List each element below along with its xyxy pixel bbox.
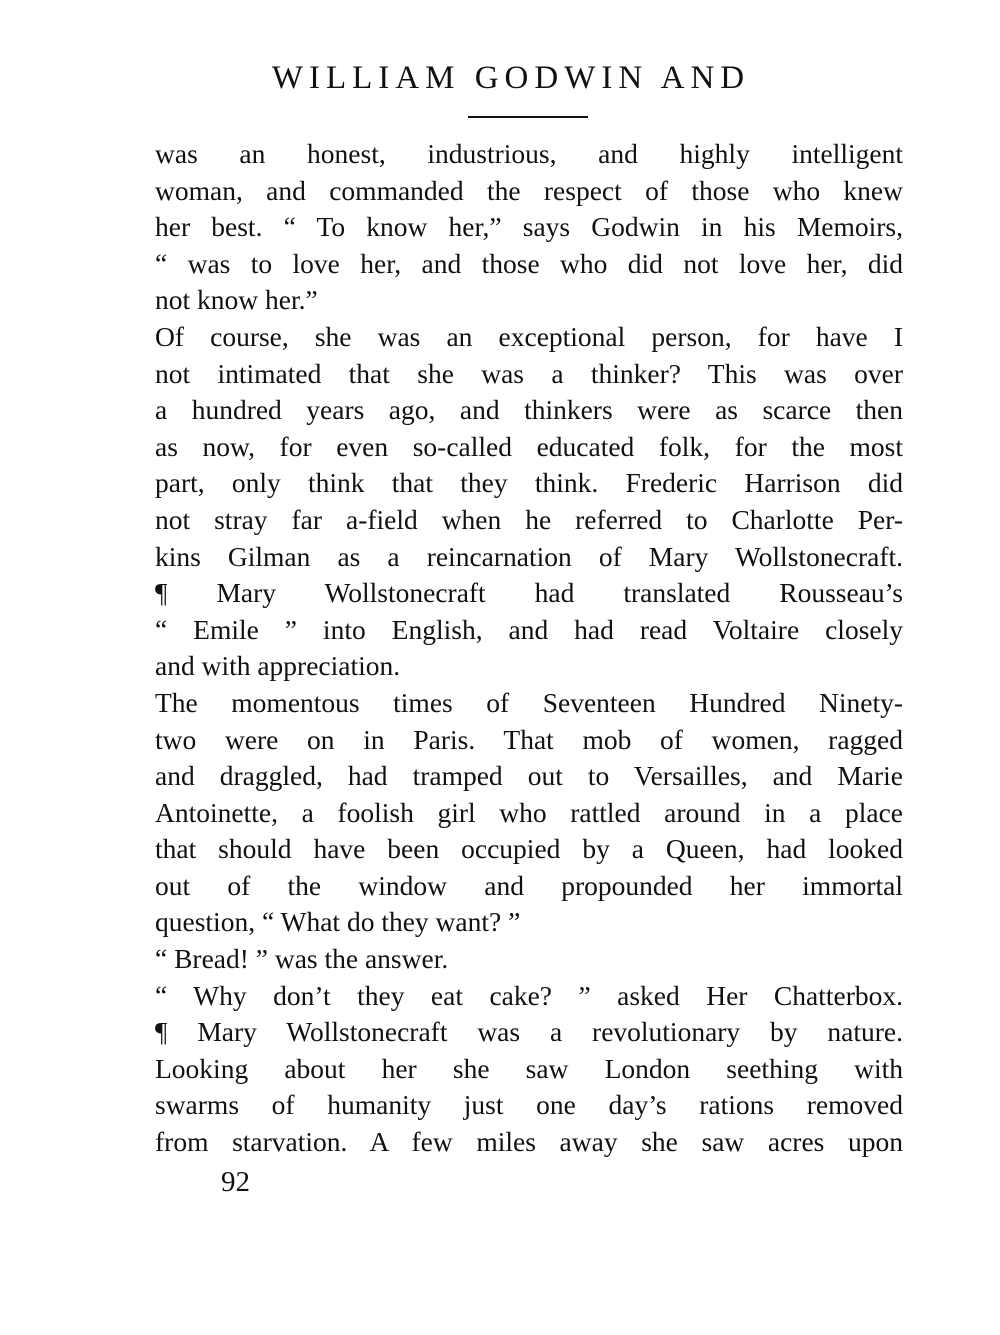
head-rule-divider <box>468 116 588 118</box>
text-line: two were on in Paris. That mob of women, ragged <box>155 723 903 755</box>
text-line: swarms of humanity just one day’s rations removed <box>155 1089 903 1121</box>
text-line: out of the window and propounded her immortal <box>155 869 903 901</box>
text-line: from starvation. A few miles away she saw acres upon <box>155 1126 903 1158</box>
text-line: not know her.” <box>155 284 318 316</box>
text-line: and with appreciation. <box>155 650 401 682</box>
text-line: a hundred years ago, and thinkers were as scarce then <box>155 394 903 426</box>
running-head: WILLIAM GODWIN AND <box>271 60 751 96</box>
text-line: that should have been occupied by a Queen, had looked <box>155 833 903 865</box>
text-line: “ Why don’t they eat cake? ” asked Her Chatterbox. <box>155 979 903 1011</box>
text-line: “ was to love her, and those who did not love her, did <box>155 247 903 279</box>
text-line: Of course, she was an exceptional person, for have I <box>155 320 903 352</box>
text-line: and draggled, had tramped out to Versailles, and Marie <box>155 760 903 792</box>
text-line: Looking about her she saw London seething with <box>155 1052 903 1084</box>
text-line: not stray far a-field when he referred to Charlotte Per- <box>155 503 903 535</box>
text-line: ¶ Mary Wollstonecraft was a revolutionary by nature. <box>155 1016 903 1048</box>
text-line: her best. “ To know her,” says Godwin in his Memoirs, <box>155 211 903 243</box>
text-line: was an honest, industrious, and highly intelligent <box>155 138 903 169</box>
text-line: Antoinette, a foolish girl who rattled around in a place <box>155 796 903 828</box>
text-line: not intimated that she was a thinker? This was over <box>155 357 903 389</box>
text-line: “ Bread! ” was the answer. <box>155 943 449 975</box>
text-line: part, only think that they think. Frederic Harrison did <box>155 467 903 499</box>
text-line: as now, for even so-called educated folk, for the most <box>155 430 903 462</box>
page-number: 92 <box>221 1166 250 1198</box>
text-line: “ Emile ” into English, and had read Voltaire closely <box>155 613 903 645</box>
text-line: The momentous times of Seventeen Hundred Ninety- <box>155 686 903 718</box>
text-line: kins Gilman as a reincarnation of Mary Wollstonecraft. <box>155 540 903 572</box>
text-line: ¶ Mary Wollstonecraft had translated Rousseau’s <box>155 577 903 609</box>
text-line: woman, and commanded the respect of those who knew <box>155 174 903 206</box>
text-line: question, “ What do they want? ” <box>155 906 521 938</box>
body-text <box>155 136 903 1161</box>
